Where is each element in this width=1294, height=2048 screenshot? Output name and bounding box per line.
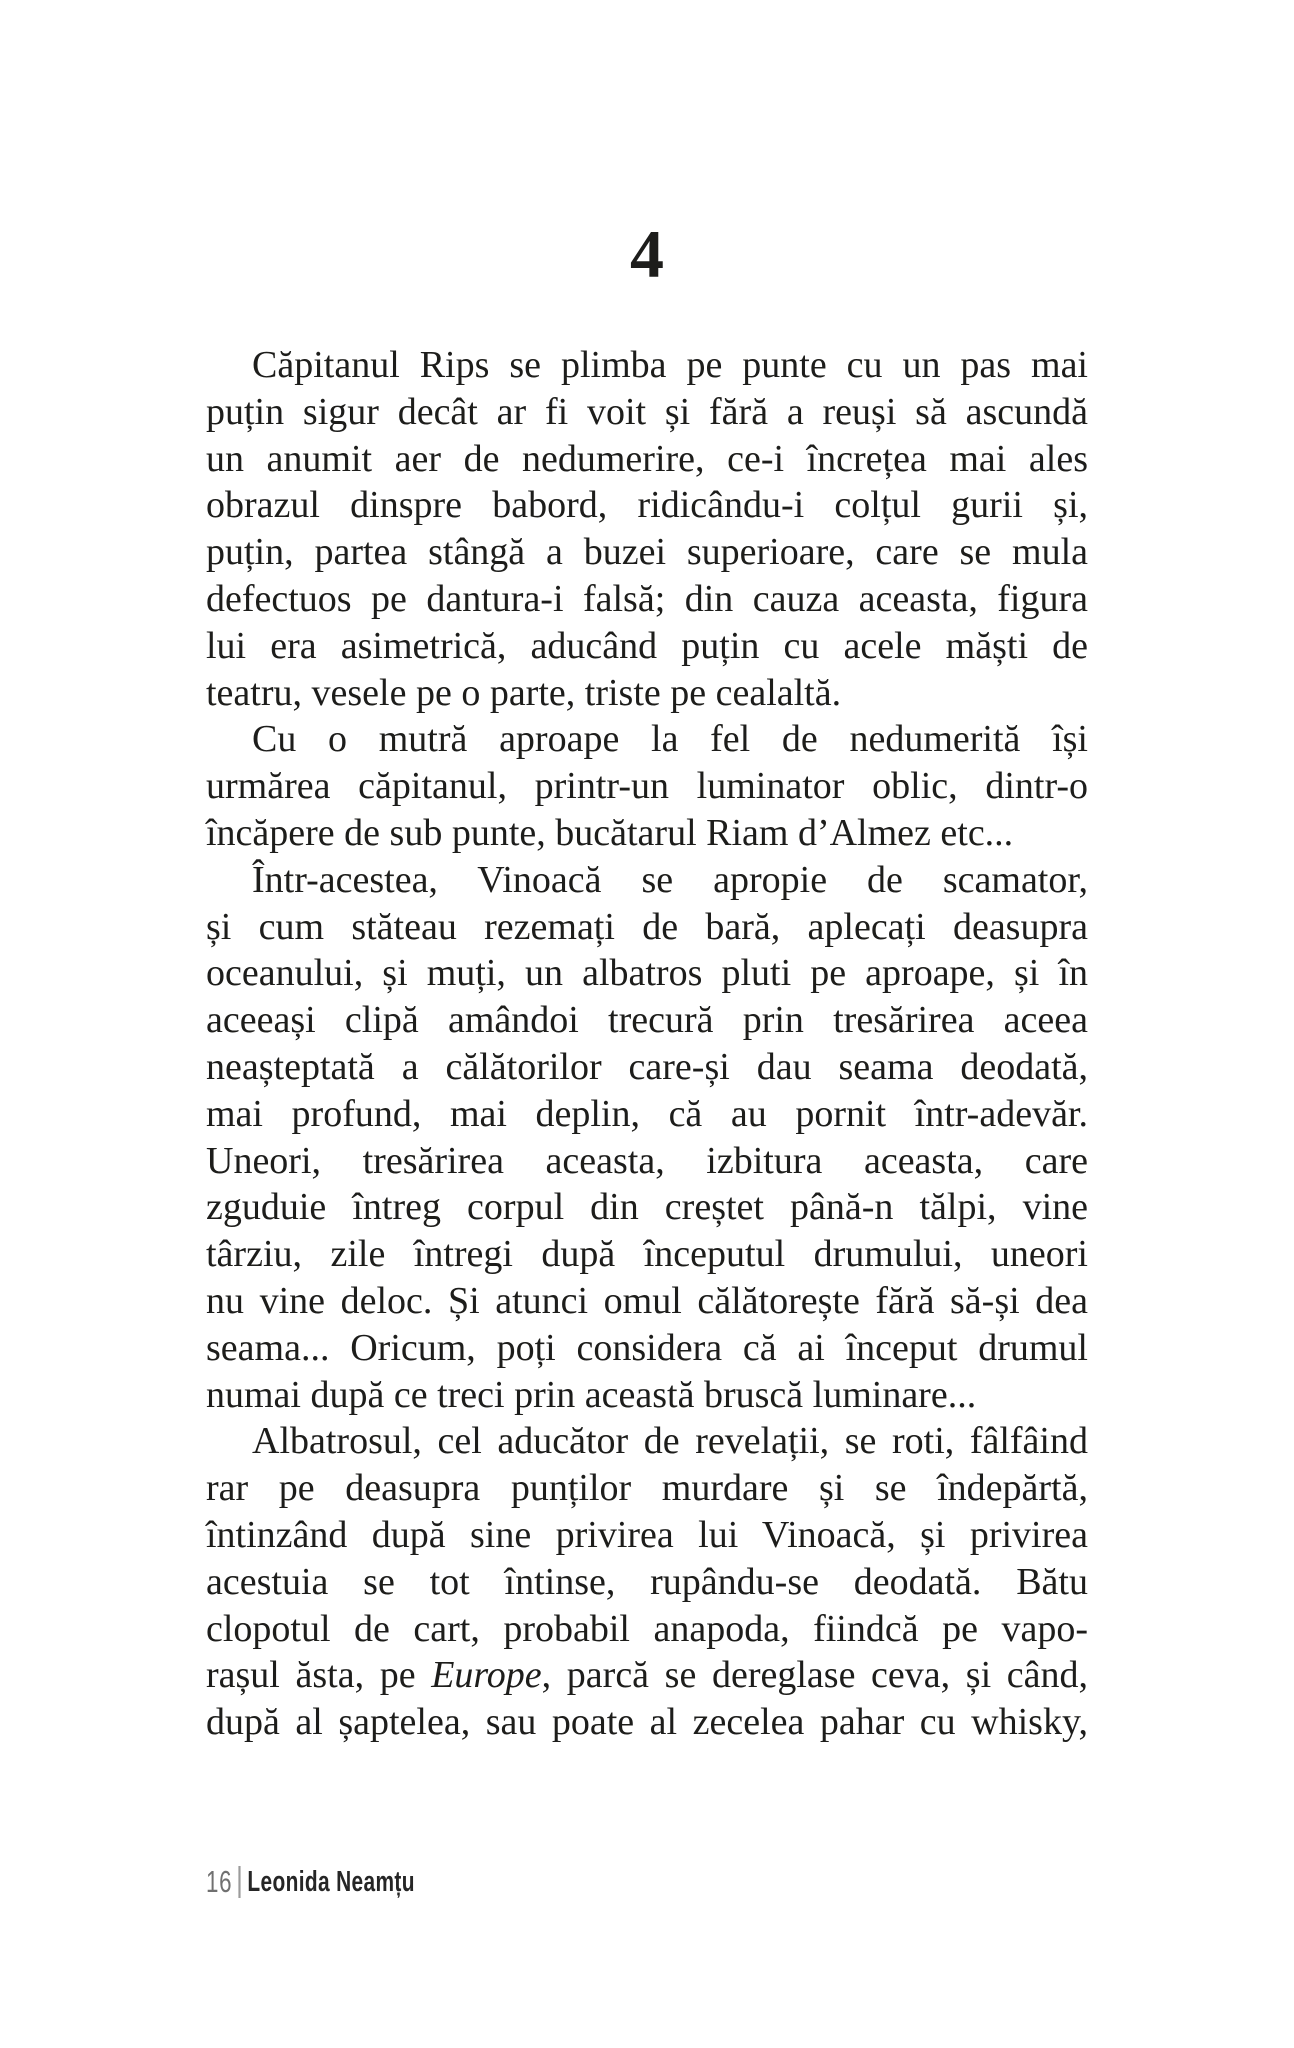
text-line: întinzând după sine privirea lui Vinoacă, și privirea: [206, 1513, 1088, 1556]
text-line: un anumit aer de nedumerire, ce-i încrețea mai ales: [206, 437, 1088, 480]
text-line: zguduie întreg corpul din creștet până-n tălpi, vine: [206, 1186, 1088, 1229]
text-line: lui era asimetrică, aducând puțin cu acele măști de: [206, 624, 1088, 667]
text-line: teatru, vesele pe o parte, triste pe cealaltă.: [206, 671, 842, 714]
text-line: puțin, partea stângă a buzei superioare, care se mula: [206, 531, 1088, 574]
text-line: puțin sigur decât ar fi voit și fără a reuși să ascundă: [206, 390, 1088, 433]
author-name: Leonida Neamțu: [247, 1865, 415, 1898]
text-segment: , parcă se dereglase ceva, și când,: [541, 1654, 1088, 1697]
text-line: Căpitanul Rips se plimba pe punte cu un pas mai: [252, 344, 1088, 386]
ship-name-italic: Europe: [431, 1654, 542, 1697]
paragraph: [206, 716, 1088, 856]
text-line: oceanului, și muți, un albatros pluti pe aproape, și în: [206, 952, 1088, 995]
text-line: Într-acestea, Vinoacă se apropie de scamator,: [252, 858, 1088, 901]
text-line: aceeași clipă amândoi trecură prin tresărirea aceea: [206, 999, 1088, 1042]
text-line: neașteptată a călătorilor care-și dau seama deodată,: [206, 1045, 1088, 1088]
text-line: [206, 1652, 1088, 1699]
text-line: clopotul de cart, probabil anapoda, fiindcă pe vapo-: [206, 1607, 1088, 1650]
text-line: numai după ce treci prin această bruscă luminare...: [206, 1373, 977, 1416]
text-line: rar pe deasupra punților murdare și se îndepărtă,: [206, 1467, 1088, 1510]
text-line: încăpere de sub punte, bucătarul Riam d’Almez etc...: [206, 811, 1014, 854]
text-line: după al șaptelea, sau poate al zecelea pahar cu whisky,: [206, 1701, 1088, 1744]
text-segment: rașul ăsta, pe: [206, 1654, 432, 1697]
text-line: urmărea căpitanul, printr-un luminator oblic, dintr-o: [206, 765, 1088, 808]
text-line: Albatrosul, cel aducător de revelații, se roti, fâlfâind: [252, 1420, 1088, 1463]
paragraph: [206, 1418, 1088, 1746]
text-line: și cum stăteau rezemați de bară, aplecați deasupra: [206, 905, 1088, 948]
text-line: Cu o mutră aproape la fel de nedumerită își: [252, 718, 1088, 761]
page-number: 16: [206, 1864, 233, 1899]
chapter-number: 4: [630, 216, 664, 292]
text-line: defectuos pe dantura-i falsă; din cauza aceasta, figura: [206, 577, 1088, 620]
paragraph: [206, 857, 1088, 1419]
paragraph: [206, 342, 1088, 716]
text-line: acestuia se tot întinse, rupându-se deodată. Bătu: [206, 1560, 1088, 1603]
text-line: obrazul dinspre babord, ridicându-i colțul gurii și,: [206, 484, 1088, 527]
footer-inner: [206, 1864, 415, 1900]
text-line: seama... Oricum, poți considera că ai început drumul: [206, 1326, 1088, 1369]
text-line: nu vine deloc. Și atunci omul călătorește fără să-și dea: [206, 1279, 1088, 1322]
footer-separator: [239, 1866, 241, 1898]
text-line: mai profund, mai deplin, că au pornit într-adevăr.: [206, 1092, 1088, 1135]
text-line: târziu, zile întregi după începutul drumului, uneori: [206, 1233, 1088, 1276]
body-text: [206, 342, 1088, 1746]
text-line: Uneori, tresărirea aceasta, izbitura aceasta, care: [206, 1139, 1088, 1182]
footer: [206, 1864, 496, 1900]
